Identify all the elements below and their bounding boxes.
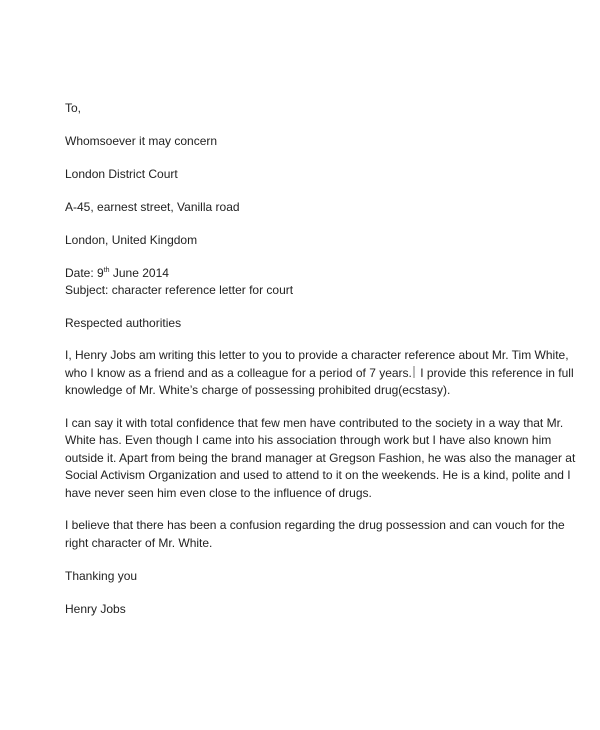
letter-body <box>65 100 585 618</box>
recipient-line: Whomsoever it may concern <box>65 134 218 148</box>
date-rest: June 2014 <box>109 266 169 280</box>
signature: Henry Jobs <box>65 602 126 616</box>
address-city: London, United Kingdom <box>65 233 198 247</box>
text-cursor-mark <box>413 366 415 378</box>
paragraph-2: I can say it with total confidence that few men have contributed to the society in a way that Mr. White has. Even though I came into his association through work but I have also known him outside it. Apart from being the brand manager at Gregson Fashion, he was also the manager at Social Activism Organization and used to attend to it on the weekends. He is a kind, polite and I have never seen him even close to the influence of drugs. <box>65 415 576 500</box>
paragraph-1 <box>65 347 580 400</box>
paragraph-1-part-b: I provide this reference in full knowledge of Mr. White’s charge of possessing prohibited drug(ecstasy). <box>65 365 574 397</box>
address-street: A-45, earnest street, Vanilla road <box>65 200 240 214</box>
paragraph-1-part-a: I, Henry Jobs am writing this letter to you to provide a character reference about Mr. Tim White, who I know as a friend and as a colleague for a period of 7 years. <box>65 348 569 380</box>
closing: Thanking you <box>65 569 138 583</box>
date-ordinal: th <box>103 267 110 274</box>
date-line <box>65 265 585 282</box>
paragraph-3: I believe that there has been a confusion regarding the drug possession and can vouch for the right character of Mr. White. <box>65 518 565 550</box>
subject-line: Subject: character reference letter for court <box>65 283 294 297</box>
court-name: London District Court <box>65 167 178 181</box>
greeting: Respected authorities <box>65 316 182 330</box>
salutation-to: To, <box>65 101 82 115</box>
date-label: Date: 9 <box>65 266 104 280</box>
